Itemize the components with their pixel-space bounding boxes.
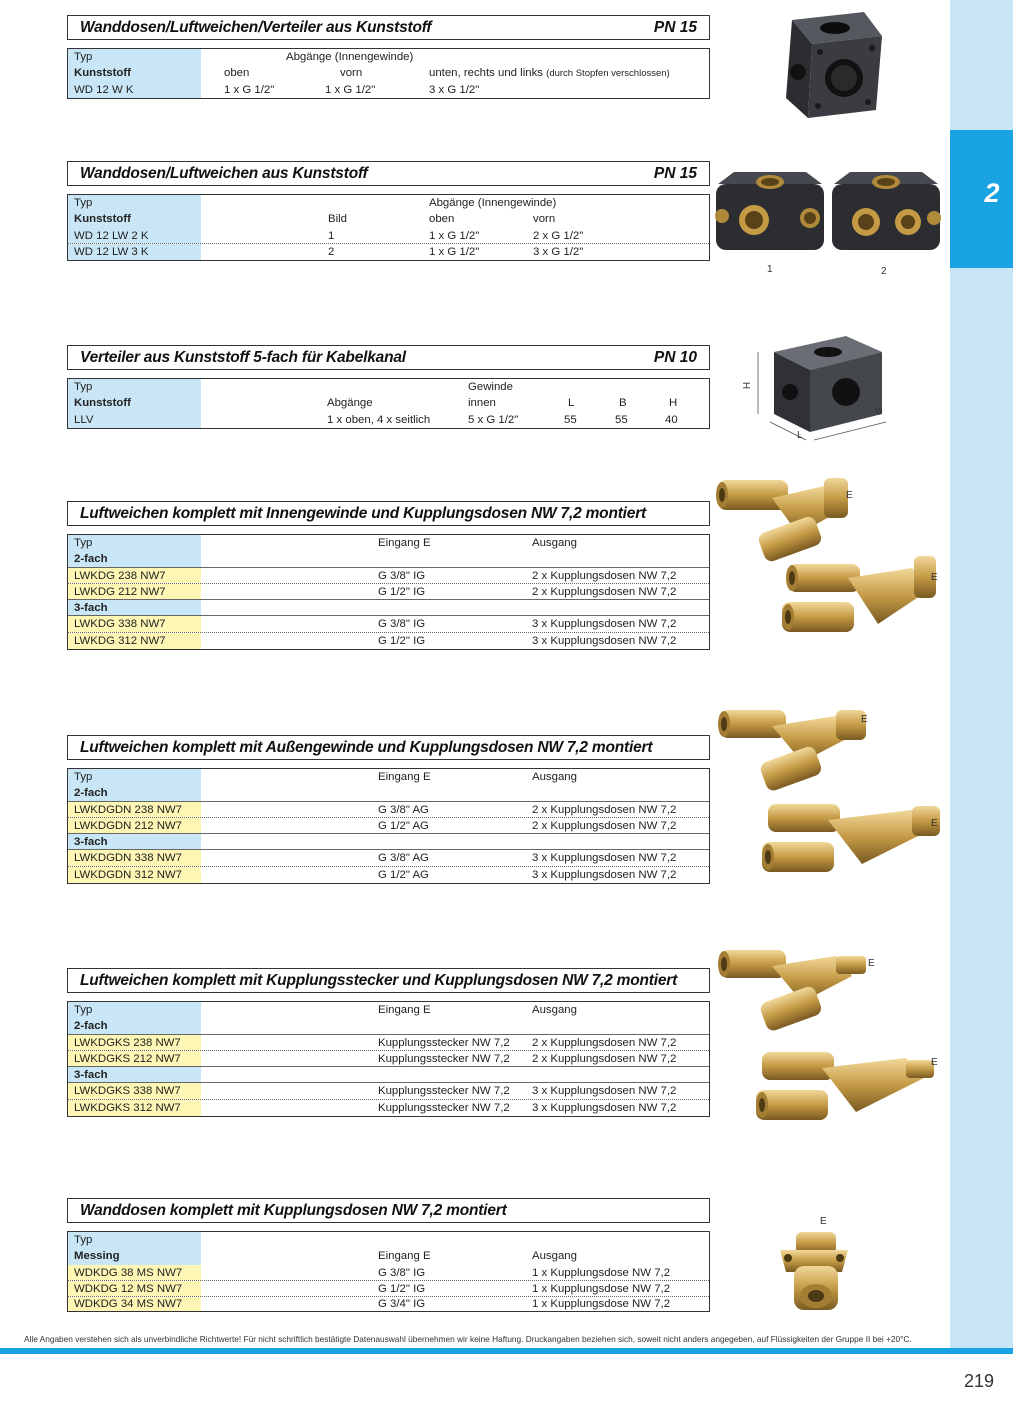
header-eingang: Eingang E [378,1250,431,1263]
cell-eingang: Kupplungsstecker NW 7,2 [378,1052,510,1065]
header-ausgang: Ausgang [532,771,577,783]
table-row [68,244,709,260]
product-image-wanddose-messing [776,1226,852,1316]
cell-eingang: G 1/2" IG [378,1282,426,1295]
figure-label-e: E [861,714,868,725]
table-row [68,1035,709,1051]
chapter-number: 2 [984,178,1000,208]
cell-typ: WDKDG 34 MS NW7 [68,1297,201,1311]
table-header-row [68,769,709,785]
group-row-2fach [68,551,709,567]
table-row [68,412,709,428]
pressure-rating: PN 10 [653,348,697,366]
table-row [68,1265,709,1281]
header-typ: Typ [68,379,201,395]
cell-typ: LLV [68,412,201,428]
cell-unten: 3 x G 1/2" [429,83,480,96]
cell-ausgang: 2 x Kupplungsdosen NW 7,2 [532,819,677,832]
figure-label-2: 2 [881,266,887,277]
header-typ: Typ [68,535,201,551]
cell-ausgang: 2 x Kupplungsdosen NW 7,2 [532,803,677,816]
cell-eingang: G 1/2" IG [378,585,426,598]
cell-typ: WD 12 LW 3 K [68,244,201,260]
header-abgaenge: Abgänge (Innengewinde) [429,197,557,209]
header-vorn: vorn [533,213,556,226]
header-unten-label: unten, rechts und links [429,67,543,80]
cell-typ: LWKDG 238 NW7 [68,568,201,583]
product-image-luftweichen-kupplungsstecker [712,940,947,1125]
product-image-wanddose-wk [772,6,892,126]
header-abgaenge: Abgänge [327,397,373,410]
figure-label-e: E [931,818,938,829]
table-header-row [68,395,709,411]
cell-typ: LWKDGDN 238 NW7 [68,802,201,817]
dimension-label-l: L [797,430,803,441]
table-row [68,82,709,98]
cell-h: 40 [665,413,678,426]
table-header-row [68,379,709,395]
section-title: Wanddosen/Luftweichen aus Kunststoff [80,164,368,182]
cell-bild: 1 [328,229,335,242]
header-unten-note: (durch Stopfen verschlossen) [546,68,670,80]
header-ausgang: Ausgang [532,537,577,549]
table-header-row [68,211,709,227]
cell-eingang: Kupplungsstecker NW 7,2 [378,1101,510,1114]
table-row [68,228,709,244]
header-typ: Typ [68,195,201,211]
cell-ausgang: 3 x Kupplungsdosen NW 7,2 [532,868,677,881]
header-material: Kunststoff [68,65,201,81]
header-material: Kunststoff [68,395,201,411]
cell-typ: WD 12 W K [68,82,201,98]
header-vorn: vorn [340,67,363,80]
section-luftweichen-innengewinde [67,501,710,650]
section-title-bar [67,968,710,993]
header-gewinde: Gewinde [468,381,513,393]
product-table [67,768,710,884]
table-row [68,1083,709,1099]
figure-label-e: E [846,490,853,501]
cell-eingang: G 3/8" IG [378,618,426,631]
cell-eingang: G 3/8" AG [378,803,429,816]
header-ausgang: Ausgang [532,1250,577,1263]
section-title: Luftweichen komplett mit Kupplungsstecker und Kupplungsdosen NW 7,2 montiert [80,971,678,989]
table-row [68,802,709,818]
header-typ: Typ [68,1232,201,1248]
group-label: 2-fach [68,1018,201,1033]
header-oben: oben [224,67,250,80]
product-image-luftweichen-aussengewinde [712,700,947,885]
header-h: H [669,397,678,410]
group-label: 3-fach [68,1067,201,1082]
cell-eingang: G 1/2" AG [378,868,429,881]
cell-eingang: G 3/8" IG [378,1266,426,1279]
page-number: 219 [964,1371,995,1391]
cell-eingang: G 3/4" IG [378,1298,426,1311]
header-eingang: Eingang E [378,1004,431,1016]
cell-vorn: 3 x G 1/2" [533,245,584,258]
cell-typ: LWKDGKS 338 NW7 [68,1083,201,1098]
section-wanddosen-verteiler [67,15,710,99]
group-row-3fach [68,600,709,616]
table-row [68,1281,709,1297]
cell-typ: LWKDG 338 NW7 [68,616,201,631]
cell-eingang: G 1/2" IG [378,634,426,647]
header-typ: Typ [68,49,201,65]
header-typ: Typ [68,1002,201,1018]
cell-oben: 1 x G 1/2" [429,245,480,258]
group-label: 2-fach [68,785,201,800]
section-title: Luftweichen komplett mit Außengewinde und Kupplungsdosen NW 7,2 montiert [80,738,653,756]
cell-l: 55 [564,413,577,426]
cell-ausgang: 2 x Kupplungsdosen NW 7,2 [532,1036,677,1049]
header-material: Kunststoff [68,211,201,227]
cell-ausgang: 3 x Kupplungsdosen NW 7,2 [532,1101,677,1114]
pressure-rating: PN 15 [653,18,697,36]
figure-label-e: E [868,958,875,969]
cell-typ: LWKDG 312 NW7 [68,633,201,649]
product-table [67,378,710,429]
cell-ausgang: 1 x Kupplungsdose NW 7,2 [532,1298,671,1311]
section-title-bar [67,15,710,40]
header-bild: Bild [328,213,347,226]
cell-eingang: G 3/8" IG [378,569,426,582]
cell-typ: LWKDGDN 338 NW7 [68,850,201,865]
group-label: 3-fach [68,600,201,615]
section-verteiler-kabelkanal [67,345,710,429]
table-row [68,584,709,600]
cell-oben: 1 x G 1/2" [224,83,275,96]
header-eingang: Eingang E [378,537,431,549]
cell-ausgang: 1 x Kupplungsdose NW 7,2 [532,1282,671,1295]
table-row [68,1297,709,1311]
table-row [68,1100,709,1116]
section-title-bar [67,345,710,370]
header-innen: innen [468,397,496,410]
group-label: 2-fach [68,551,201,566]
table-header-row [68,65,709,81]
cell-typ: LWKDGKS 238 NW7 [68,1035,201,1050]
table-row [68,616,709,632]
pressure-rating: PN 15 [653,164,697,182]
section-title-bar [67,501,710,526]
cell-b: 55 [615,413,628,426]
cell-vorn: 2 x G 1/2" [533,229,584,242]
section-wanddosen-messing [67,1198,710,1312]
figure-label-1: 1 [767,264,773,275]
header-ausgang: Ausgang [532,1004,577,1016]
header-oben: oben [429,213,455,226]
cell-vorn: 1 x G 1/2" [325,83,376,96]
cell-typ: LWKDG 212 NW7 [68,584,201,599]
header-l: L [568,397,575,410]
cell-ausgang: 3 x Kupplungsdosen NW 7,2 [532,634,677,647]
cell-ausgang: 3 x Kupplungsdosen NW 7,2 [532,852,677,865]
table-row [68,867,709,883]
product-image-luftweichen-kunststoff [714,166,944,266]
figure-label-e: E [820,1216,827,1227]
table-header-row [68,1248,709,1264]
footer-rule [0,1348,1013,1354]
cell-ausgang: 2 x Kupplungsdosen NW 7,2 [532,1052,677,1065]
group-row-2fach [68,1018,709,1034]
figure-label-e: E [931,1057,938,1068]
header-eingang: Eingang E [378,771,431,783]
product-table [67,48,710,99]
figure-label-e: E [931,572,938,583]
group-row-3fach [68,1067,709,1083]
cell-eingang: G 1/2" AG [378,819,429,832]
cell-typ: LWKDGDN 312 NW7 [68,867,201,883]
section-wanddosen-luftweichen [67,161,710,261]
cell-typ: LWKDGKS 212 NW7 [68,1051,201,1066]
section-title-bar [67,735,710,760]
dimension-label-h: H [742,381,754,390]
footnote-disclaimer: Alle Angaben verstehen sich als unverbindliche Richtwerte! Für nicht schriftlich bestätigte Datenauswahl übernehmen wir keine Haftung. Druckangaben beziehen sich, soweit nicht anders angegeben, auf Flüssigkeiten der Gruppe II bei +20°C. [24,1334,912,1344]
cell-eingang: Kupplungsstecker NW 7,2 [378,1036,510,1049]
cell-eingang: G 3/8" AG [378,852,429,865]
section-title: Wanddosen/Luftweichen/Verteiler aus Kunststoff [80,18,432,36]
section-title-bar [67,161,710,186]
table-row [68,850,709,866]
table-row [68,568,709,584]
cell-typ: LWKDGDN 212 NW7 [68,818,201,833]
table-header-row [68,535,709,551]
header-abgaenge: Abgänge (Innengewinde) [286,51,414,63]
table-header-row [68,1002,709,1018]
product-table [67,534,710,650]
table-header-row [68,195,709,211]
product-image-verteiler-llv [740,326,900,451]
product-table [67,1231,710,1312]
header-typ: Typ [68,769,201,785]
product-image-luftweichen-innengewinde [712,470,947,665]
table-row [68,1051,709,1067]
section-luftweichen-kupplungsstecker [67,968,710,1117]
cell-ausgang: 2 x Kupplungsdosen NW 7,2 [532,585,677,598]
table-header-row [68,49,709,65]
cell-eingang: Kupplungsstecker NW 7,2 [378,1085,510,1098]
dimension-label-b: B [873,405,886,418]
cell-typ: WD 12 LW 2 K [68,228,201,243]
cell-oben: 1 x G 1/2" [429,229,480,242]
header-b: B [619,397,627,410]
cell-typ: LWKDGKS 312 NW7 [68,1100,201,1116]
cell-typ: WDKDG 12 MS NW7 [68,1281,201,1296]
cell-abgaenge: 1 x oben, 4 x seitlich [327,413,431,426]
product-table [67,1001,710,1117]
header-material: Messing [68,1248,201,1264]
cell-ausgang: 1 x Kupplungsdose NW 7,2 [532,1266,671,1279]
section-title: Verteiler aus Kunststoff 5-fach für Kabelkanal [80,348,406,366]
section-luftweichen-aussengewinde [67,735,710,884]
group-row-2fach [68,785,709,801]
cell-bild: 2 [328,245,335,258]
table-header-row [68,1232,709,1248]
section-title-bar [67,1198,710,1223]
cell-typ: WDKDG 38 MS NW7 [68,1265,201,1280]
section-title: Luftweichen komplett mit Innengewinde und Kupplungsdosen NW 7,2 montiert [80,504,646,522]
table-row [68,633,709,649]
header-unten [429,65,670,82]
cell-ausgang: 3 x Kupplungsdosen NW 7,2 [532,618,677,631]
table-row [68,818,709,834]
cell-ausgang: 3 x Kupplungsdosen NW 7,2 [532,1085,677,1098]
product-table [67,194,710,261]
cell-innen: 5 x G 1/2" [468,413,519,426]
group-row-3fach [68,834,709,850]
section-title: Wanddosen komplett mit Kupplungsdosen NW 7,2 montiert [80,1201,507,1219]
group-label: 3-fach [68,834,201,849]
cell-ausgang: 2 x Kupplungsdosen NW 7,2 [532,569,677,582]
